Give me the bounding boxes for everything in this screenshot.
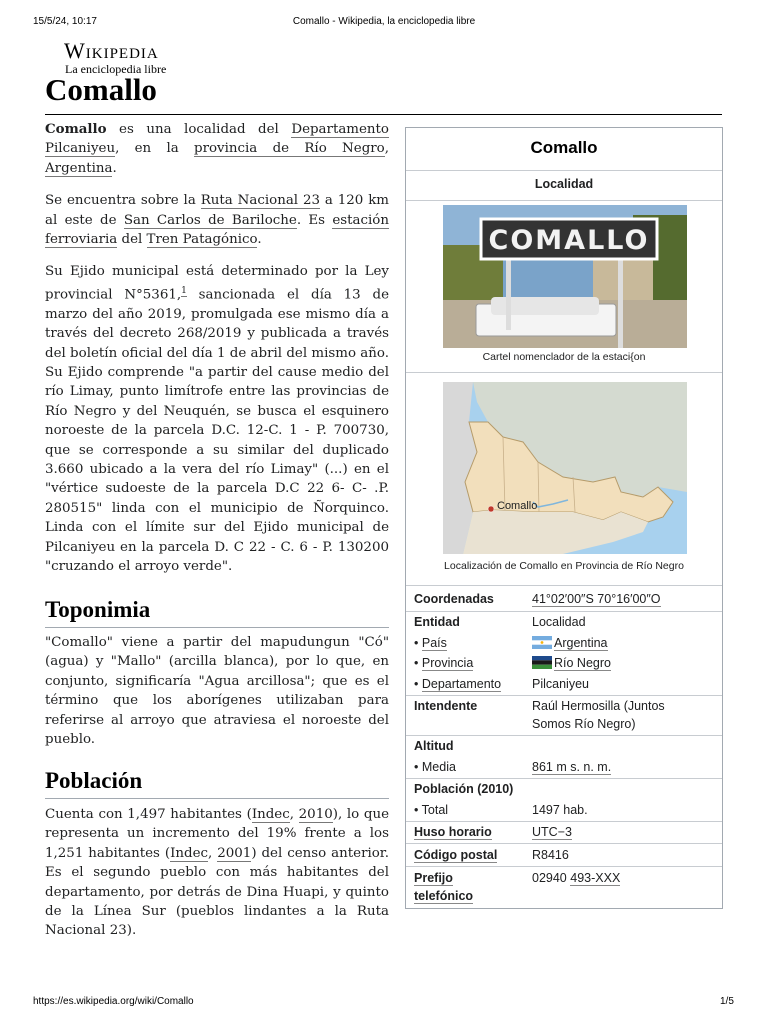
sign-text: COMALLO [488, 225, 650, 256]
text: , [384, 141, 389, 157]
wordmark-text: Wikipedia [64, 38, 159, 63]
text: del [117, 232, 147, 248]
provincia-link[interactable]: Provincia [421, 656, 474, 670]
print-datetime: 15/5/24, 10:17 [33, 16, 97, 27]
heading-divider [45, 798, 389, 799]
infobox-title: Comallo [530, 138, 598, 157]
infobox-divider [406, 170, 722, 171]
infobox-divider [406, 611, 722, 612]
link-argentina[interactable]: Argentina [45, 160, 113, 176]
pais-value-row [532, 636, 608, 650]
departamento-value: Pilcaniyeu [532, 677, 589, 691]
infobox-divider [406, 843, 722, 844]
intro-bold-name: Comallo [45, 121, 107, 137]
text: a 120 km al este de [45, 193, 390, 228]
infobox-divider [406, 821, 722, 822]
text: Se encuentra sobre la [45, 193, 201, 209]
prefijo-link[interactable]: Prefijo [414, 871, 453, 885]
infobox [405, 127, 723, 909]
intendente-value-line-2: Somos Río Negro) [532, 717, 636, 731]
infobox-subtitle: Localidad [534, 177, 594, 191]
media-value[interactable]: 861 m s. n. m. [532, 760, 612, 774]
print-page-number: 1/5 [720, 996, 734, 1007]
poblacion-paragraph [45, 805, 389, 941]
departamento-link[interactable]: Departamento [421, 677, 502, 691]
provincia-value-link[interactable]: Río Negro [554, 656, 611, 670]
print-page-title: Comallo - Wikipedia, la enciclopedia libre [292, 16, 476, 27]
intendente-value-line-1: Raúl Hermosilla (Juntos [532, 699, 665, 713]
text: . [112, 160, 117, 176]
intro-paragraph-3 [45, 262, 389, 576]
prefijo-label-line-1 [414, 871, 453, 885]
poblacion-text [45, 805, 389, 941]
bullet: • [414, 803, 419, 817]
bullet: • [414, 636, 419, 650]
intro-paragraph-1 [45, 120, 389, 178]
text: , [208, 845, 218, 861]
cp-label [414, 848, 497, 862]
prefijo-number-link[interactable]: 493-XXX [570, 871, 621, 885]
poblacion-label: Población (2010) [414, 782, 514, 796]
huso-label [414, 825, 492, 839]
departamento-row-label [414, 677, 501, 691]
link-indec[interactable]: Indec [170, 845, 209, 861]
link-indec[interactable]: Indec [251, 807, 290, 822]
toponimia-text: "Comallo" viene a partir del mapudungun "Có" (agua) y "Mallo" (arcilla blanca), por lo que, en conjunto, significaría "Agua arcillosa"; que es el término que los aborígenes utilizaban para referirse al arroyo que atraviesa el noroeste del pueblo. [45, 635, 389, 748]
map-caption: Localización de Comallo en Provincia de Río Negro [444, 560, 684, 572]
entidad-label: Entidad [414, 615, 460, 629]
text: . [257, 232, 262, 248]
bullet: • [414, 677, 419, 691]
prefijo-link[interactable]: telefónico [414, 889, 474, 903]
bullet: • [414, 656, 419, 670]
intendente-label: Intendente [414, 699, 478, 713]
print-url: https://es.wikipedia.org/wiki/Comallo [33, 996, 194, 1007]
heading-poblacion: Población [45, 768, 143, 793]
reference-1[interactable]: 1 [181, 285, 187, 296]
text: Su Ejido municipal está determinado por la Ley provincial N°5361, [45, 264, 389, 303]
media-label: Media [421, 760, 456, 774]
title-divider [45, 114, 722, 115]
cp-value: R8416 [532, 848, 569, 862]
pais-row-label [414, 636, 447, 650]
argentina-flag-icon [532, 636, 552, 649]
text: , en la [115, 141, 195, 157]
total-row-label [414, 803, 448, 817]
heading-divider [45, 627, 389, 628]
text: . Es [296, 212, 333, 228]
photo-caption: Cartel nomenclador de la estaci{on [482, 351, 646, 363]
altitud-label: Altitud [414, 739, 454, 753]
text: ), lo que representa un incremento del 19% frente a los 1,251 habitantes ( [45, 807, 390, 861]
location-map[interactable] [443, 382, 687, 554]
intro-section [45, 120, 389, 576]
toponimia-paragraph [45, 633, 389, 749]
pais-value-link[interactable]: Argentina [554, 636, 608, 650]
provincia-row-label [414, 656, 473, 670]
huso-value[interactable]: UTC−3 [532, 825, 572, 839]
prefijo-area: 02940 [532, 871, 567, 885]
text: ) del censo anterior. Es el segundo pueblo con más habitantes del departamento, por detrás de Dina Huapi, y quinto de la Línea Sur (pueblos lindantes a la Ruta Nacional 23). [45, 845, 389, 939]
infobox-divider [406, 866, 722, 867]
link-bariloche[interactable]: San Carlos de Bariloche [123, 212, 297, 228]
link-departamento[interactable]: Departamento Pilcaniyeu [45, 122, 389, 157]
station-sign-photo[interactable] [443, 205, 687, 348]
text: sancionada el día 13 de marzo del año 2019, promulgada ese mismo día a través del decreto 268/2019 y publicada a través del boletín oficial del día 1 de abril del mismo año. Su Ejido comprende "a partir del cause medio del río Limay, punto limítrofe entre las provincias de Río Negro y del Neuquén, se busca el esquinero noroeste de la parcela D.C. 12-C. 1 - P. 700730, que se corresponde a su similar del duplicado 3.660 ubicado a la vera del río Limay" (...) en el "vértice sudoeste de la parcela D.C 22 6- C- .P. 280515" linda con el municipio de Ñorquinco. Linda con el límite sur del Ejido municipal de Pilcaniyeu en la parcela D. C 22 - C. 6 - P. 130200 "cruzando el arroyo verde". [45, 287, 389, 574]
text: Cuenta con 1,497 habitantes ( [45, 807, 252, 822]
link-2001[interactable]: 2001 [217, 845, 252, 861]
huso-link[interactable]: Huso horario [414, 825, 492, 839]
wikipedia-wordmark[interactable] [64, 38, 159, 64]
text: es una localidad del [106, 122, 292, 137]
intro-paragraph-2 [45, 191, 389, 249]
infobox-divider [406, 200, 722, 201]
link-ruta-23[interactable]: Ruta Nacional 23 [200, 193, 321, 209]
provincia-value-row [532, 656, 611, 670]
page-title: Comallo [45, 72, 157, 107]
media-row-label [414, 760, 456, 774]
coord-value[interactable]: 41°02′00″S 70°16′00″O [532, 592, 661, 606]
infobox-divider [406, 778, 722, 779]
prefijo-value [532, 871, 620, 885]
link-provincia[interactable]: provincia de Río Negro [194, 141, 385, 157]
infobox-divider [406, 735, 722, 736]
coord-label: Coordenadas [414, 592, 494, 606]
link-tren-patagonico[interactable]: Tren Patagónico [146, 232, 258, 248]
link-2010[interactable]: 2010 [298, 807, 333, 822]
total-value: 1497 hab. [532, 803, 588, 817]
infobox-divider [406, 585, 722, 586]
map-label: Comallo [497, 500, 538, 512]
entidad-value: Localidad [532, 615, 586, 629]
wikipedia-tagline: La enciclopedia libre [65, 62, 167, 76]
pais-link[interactable]: País [421, 636, 447, 650]
infobox-divider [406, 695, 722, 696]
bullet: • [414, 760, 419, 774]
prefijo-label-line-2 [414, 889, 473, 903]
rio-negro-flag-icon [532, 656, 552, 669]
text: , [289, 807, 299, 822]
link-estacion[interactable]: estación ferroviaria [45, 212, 389, 248]
cp-link[interactable]: Código postal [414, 848, 498, 862]
infobox-divider [406, 372, 722, 373]
heading-toponimia: Toponimia [45, 597, 151, 622]
total-label: Total [421, 803, 449, 817]
location-marker [488, 506, 494, 512]
